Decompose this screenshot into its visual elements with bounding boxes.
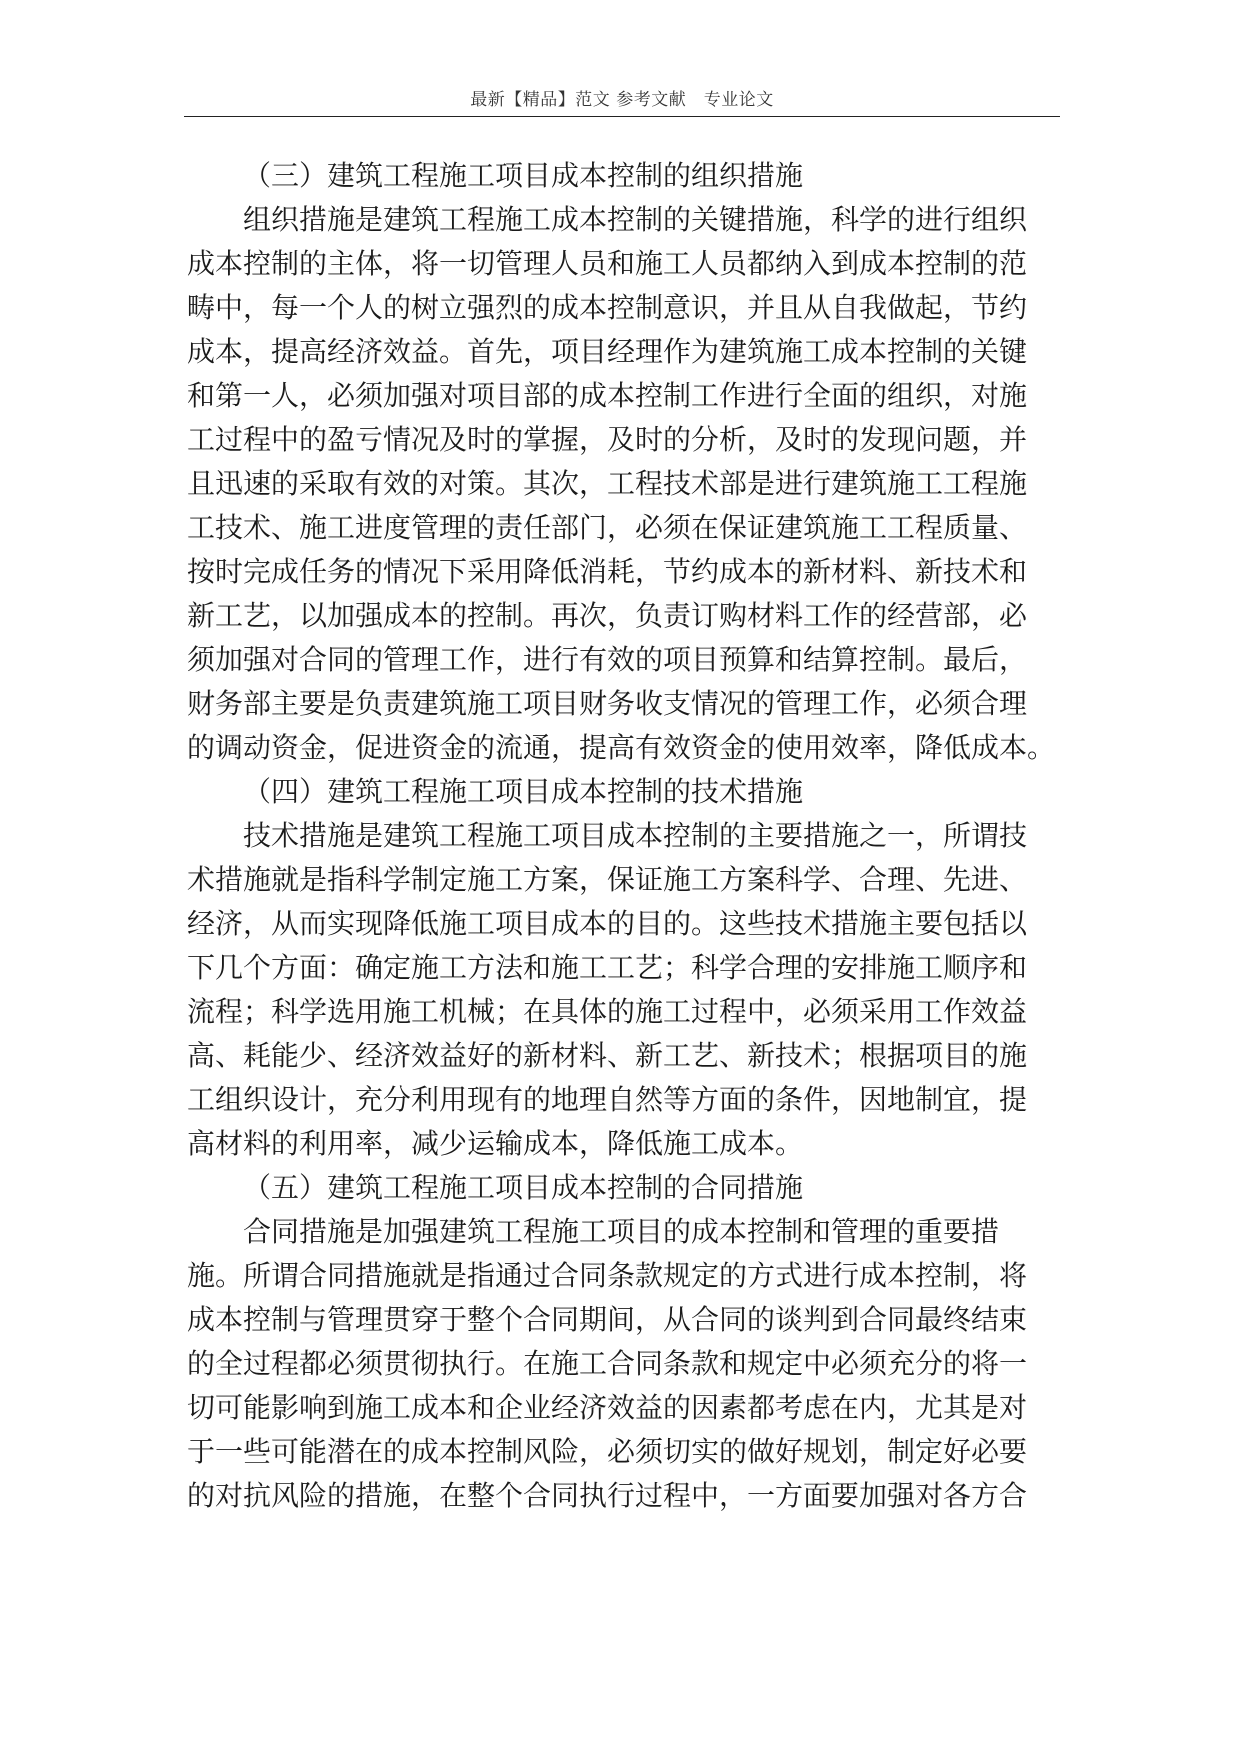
paragraph-start-line: （五）建筑工程施工项目成本控制的合同措施: [243, 1171, 804, 1204]
text-line: 须加强对合同的管理工作，进行有效的项目预算和结算控制。最后，: [187, 643, 1028, 676]
text-line: 和第一人，必须加强对项目部的成本控制工作进行全面的组织，对施: [187, 379, 1028, 412]
page-header: 最新【精品】范文 参考文献 专业论文: [470, 90, 774, 110]
text-line: 新工艺，以加强成本的控制。再次，负责订购材料工作的经营部，必: [187, 599, 1028, 632]
paragraph-start-line: （四）建筑工程施工项目成本控制的技术措施: [243, 775, 804, 808]
text-line: 畴中，每一个人的树立强烈的成本控制意识，并且从自我做起，节约: [187, 291, 1028, 324]
text-line: 下几个方面：确定施工方法和施工工艺；科学合理的安排施工顺序和: [187, 951, 1028, 984]
text-line: 切可能影响到施工成本和企业经济效益的因素都考虑在内，尤其是对: [187, 1391, 1028, 1424]
text-line: 施。所谓合同措施就是指通过合同条款规定的方式进行成本控制，将: [187, 1259, 1028, 1292]
text-line: 于一些可能潜在的成本控制风险，必须切实的做好规划，制定好必要: [187, 1435, 1028, 1468]
header-rule: [184, 116, 1060, 117]
text-line: 术措施就是指科学制定施工方案，保证施工方案科学、合理、先进、: [187, 863, 1028, 896]
paragraph-start-line: 组织措施是建筑工程施工成本控制的关键措施，科学的进行组织: [243, 203, 1028, 236]
text-line: 工技术、施工进度管理的责任部门，必须在保证建筑施工工程质量、: [187, 511, 1028, 544]
text-line: 工过程中的盈亏情况及时的掌握，及时的分析，及时的发现问题，并: [187, 423, 1028, 456]
paragraph-start-line: 技术措施是建筑工程施工项目成本控制的主要措施之一，所谓技: [243, 819, 1028, 852]
text-line: 成本控制的主体，将一切管理人员和施工人员都纳入到成本控制的范: [187, 247, 1028, 280]
text-line: 经济，从而实现降低施工项目成本的目的。这些技术措施主要包括以: [187, 907, 1028, 940]
text-line: 流程；科学选用施工机械；在具体的施工过程中，必须采用工作效益: [187, 995, 1028, 1028]
text-line: 成本，提高经济效益。首先，项目经理作为建筑施工成本控制的关键: [187, 335, 1028, 368]
text-line: 的调动资金，促进资金的流通，提高有效资金的使用效率，降低成本。: [187, 731, 1056, 764]
text-line: 按时完成任务的情况下采用降低消耗，节约成本的新材料、新技术和: [187, 555, 1028, 588]
text-line: 工组织设计，充分利用现有的地理自然等方面的条件，因地制宜，提: [187, 1083, 1028, 1116]
paragraph-start-line: 合同措施是加强建筑工程施工项目的成本控制和管理的重要措: [243, 1215, 1000, 1248]
text-line: 且迅速的采取有效的对策。其次，工程技术部是进行建筑施工工程施: [187, 467, 1028, 500]
text-line: 高材料的利用率，减少运输成本，降低施工成本。: [187, 1127, 804, 1160]
text-line: 的对抗风险的措施，在整个合同执行过程中，一方面要加强对各方合: [187, 1479, 1028, 1512]
text-line: 高、耗能少、经济效益好的新材料、新工艺、新技术；根据项目的施: [187, 1039, 1028, 1072]
text-line: 成本控制与管理贯穿于整个合同期间，从合同的谈判到合同最终结束: [187, 1303, 1028, 1336]
text-line: 财务部主要是负责建筑施工项目财务收支情况的管理工作，必须合理: [187, 687, 1028, 720]
paragraph-start-line: （三）建筑工程施工项目成本控制的组织措施: [243, 159, 804, 192]
text-line: 的全过程都必须贯彻执行。在施工合同条款和规定中必须充分的将一: [187, 1347, 1028, 1380]
document-body: [187, 154, 1059, 1518]
